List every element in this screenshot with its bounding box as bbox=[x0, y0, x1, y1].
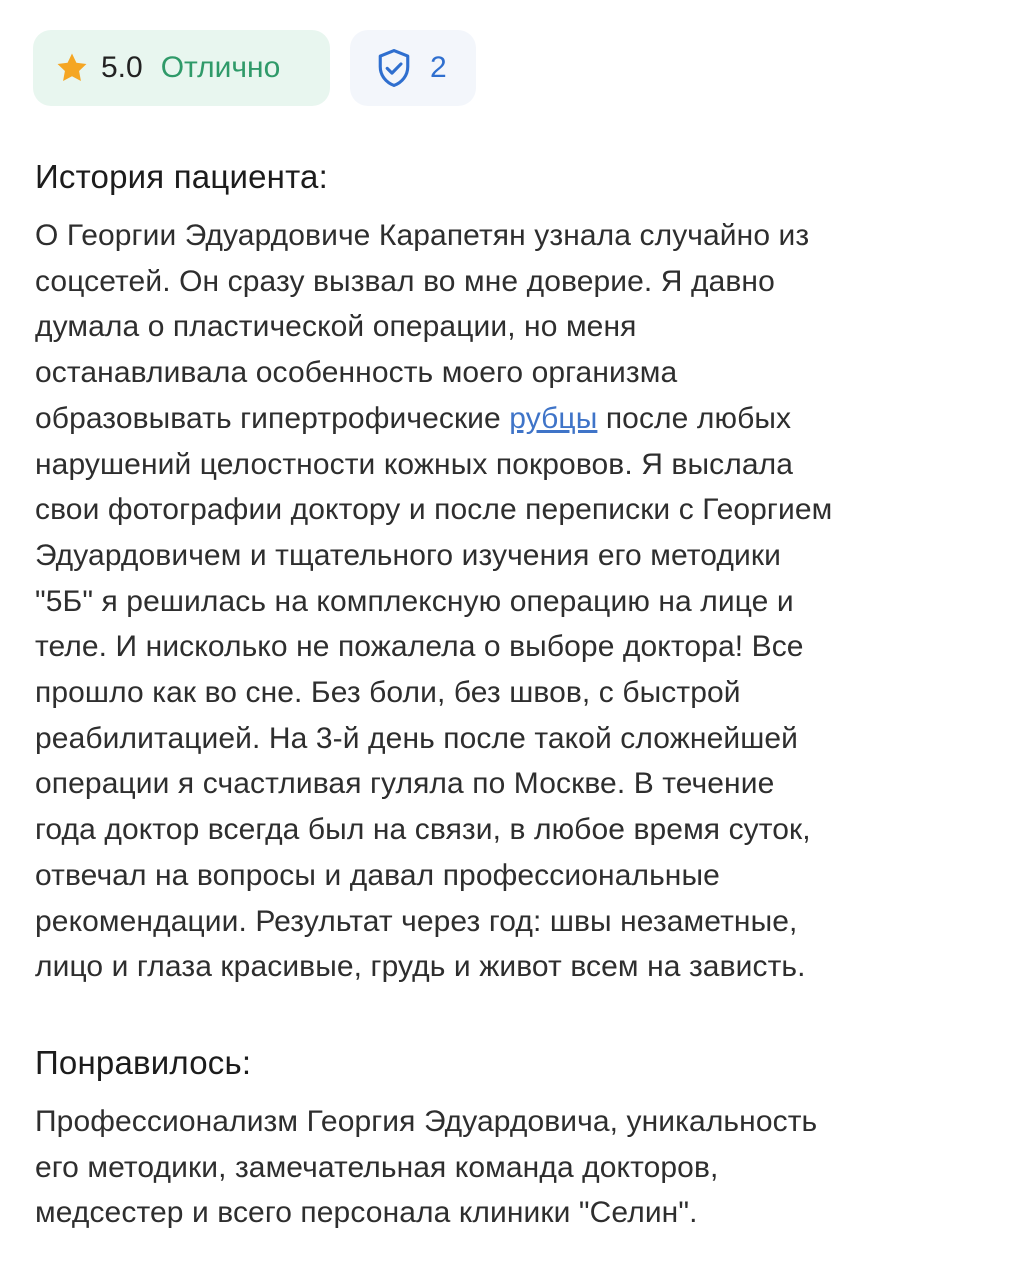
rating-label: Отлично bbox=[160, 51, 281, 84]
verified-count: 2 bbox=[430, 51, 447, 84]
history-line: рекомендации. Результат через год: швы незаметные, bbox=[35, 904, 798, 938]
history-line: прошло как во сне. Без боли, без швов, с быстрой bbox=[35, 676, 741, 710]
liked-line: Профессионализм Георгия Эдуардовича, уникальность bbox=[35, 1105, 818, 1138]
history-line: образовывать гипертрофические bbox=[35, 401, 510, 435]
liked-line: его методики, замечательная команда докторов, bbox=[35, 1150, 719, 1184]
scars-link[interactable]: рубцы bbox=[509, 401, 598, 435]
history-line: соцсетей. Он сразу вызвал во мне доверие. Я давно bbox=[35, 264, 775, 298]
verified-badge[interactable] bbox=[350, 30, 476, 106]
history-line: теле. И нисколько не пожалела о выборе доктора! Все bbox=[35, 630, 804, 664]
history-line: нарушений целостности кожных покровов. Я выслала bbox=[35, 447, 793, 481]
history-line: отвечал на вопросы и давал профессиональные bbox=[35, 858, 720, 892]
patient-history-title: История пациента: bbox=[35, 158, 328, 195]
history-line: свои фотографии доктору и после переписки с Георгием bbox=[35, 493, 833, 527]
history-line: О Георгии Эдуардовиче Карапетян узнала случайно из bbox=[35, 219, 810, 252]
history-line: после любых bbox=[597, 401, 792, 435]
liked-title: Понравилось: bbox=[35, 1044, 252, 1081]
liked-text bbox=[35, 1099, 995, 1236]
history-line: операции я счастливая гуляла по Москве. В течение bbox=[35, 767, 775, 801]
history-line: года доктор всегда был на связи, в любое время суток, bbox=[35, 813, 811, 847]
rating-value: 5.0 bbox=[101, 51, 143, 84]
history-line: Эдуардовичем и тщательного изучения его методики bbox=[35, 538, 781, 572]
rating-badge[interactable] bbox=[33, 30, 330, 106]
review-badges bbox=[33, 30, 476, 106]
liked-section bbox=[35, 1044, 995, 1236]
history-line: лицо и глаза красивые, грудь и живот всем на зависть. bbox=[35, 950, 806, 984]
patient-history-section bbox=[35, 158, 995, 990]
liked-line: медсестер и всего персонала клиники "Селин". bbox=[35, 1196, 698, 1230]
star-icon bbox=[55, 51, 89, 85]
history-line: думала о пластической операции, но меня bbox=[35, 310, 637, 344]
shield-check-icon bbox=[372, 46, 416, 90]
history-line: "5Б" я решилась на комплексную операцию на лице и bbox=[35, 584, 794, 618]
history-line: останавливала особенность моего организма bbox=[35, 356, 678, 390]
history-line: реабилитацией. На 3-й день после такой сложнейшей bbox=[35, 721, 799, 755]
patient-history-text bbox=[35, 213, 995, 990]
